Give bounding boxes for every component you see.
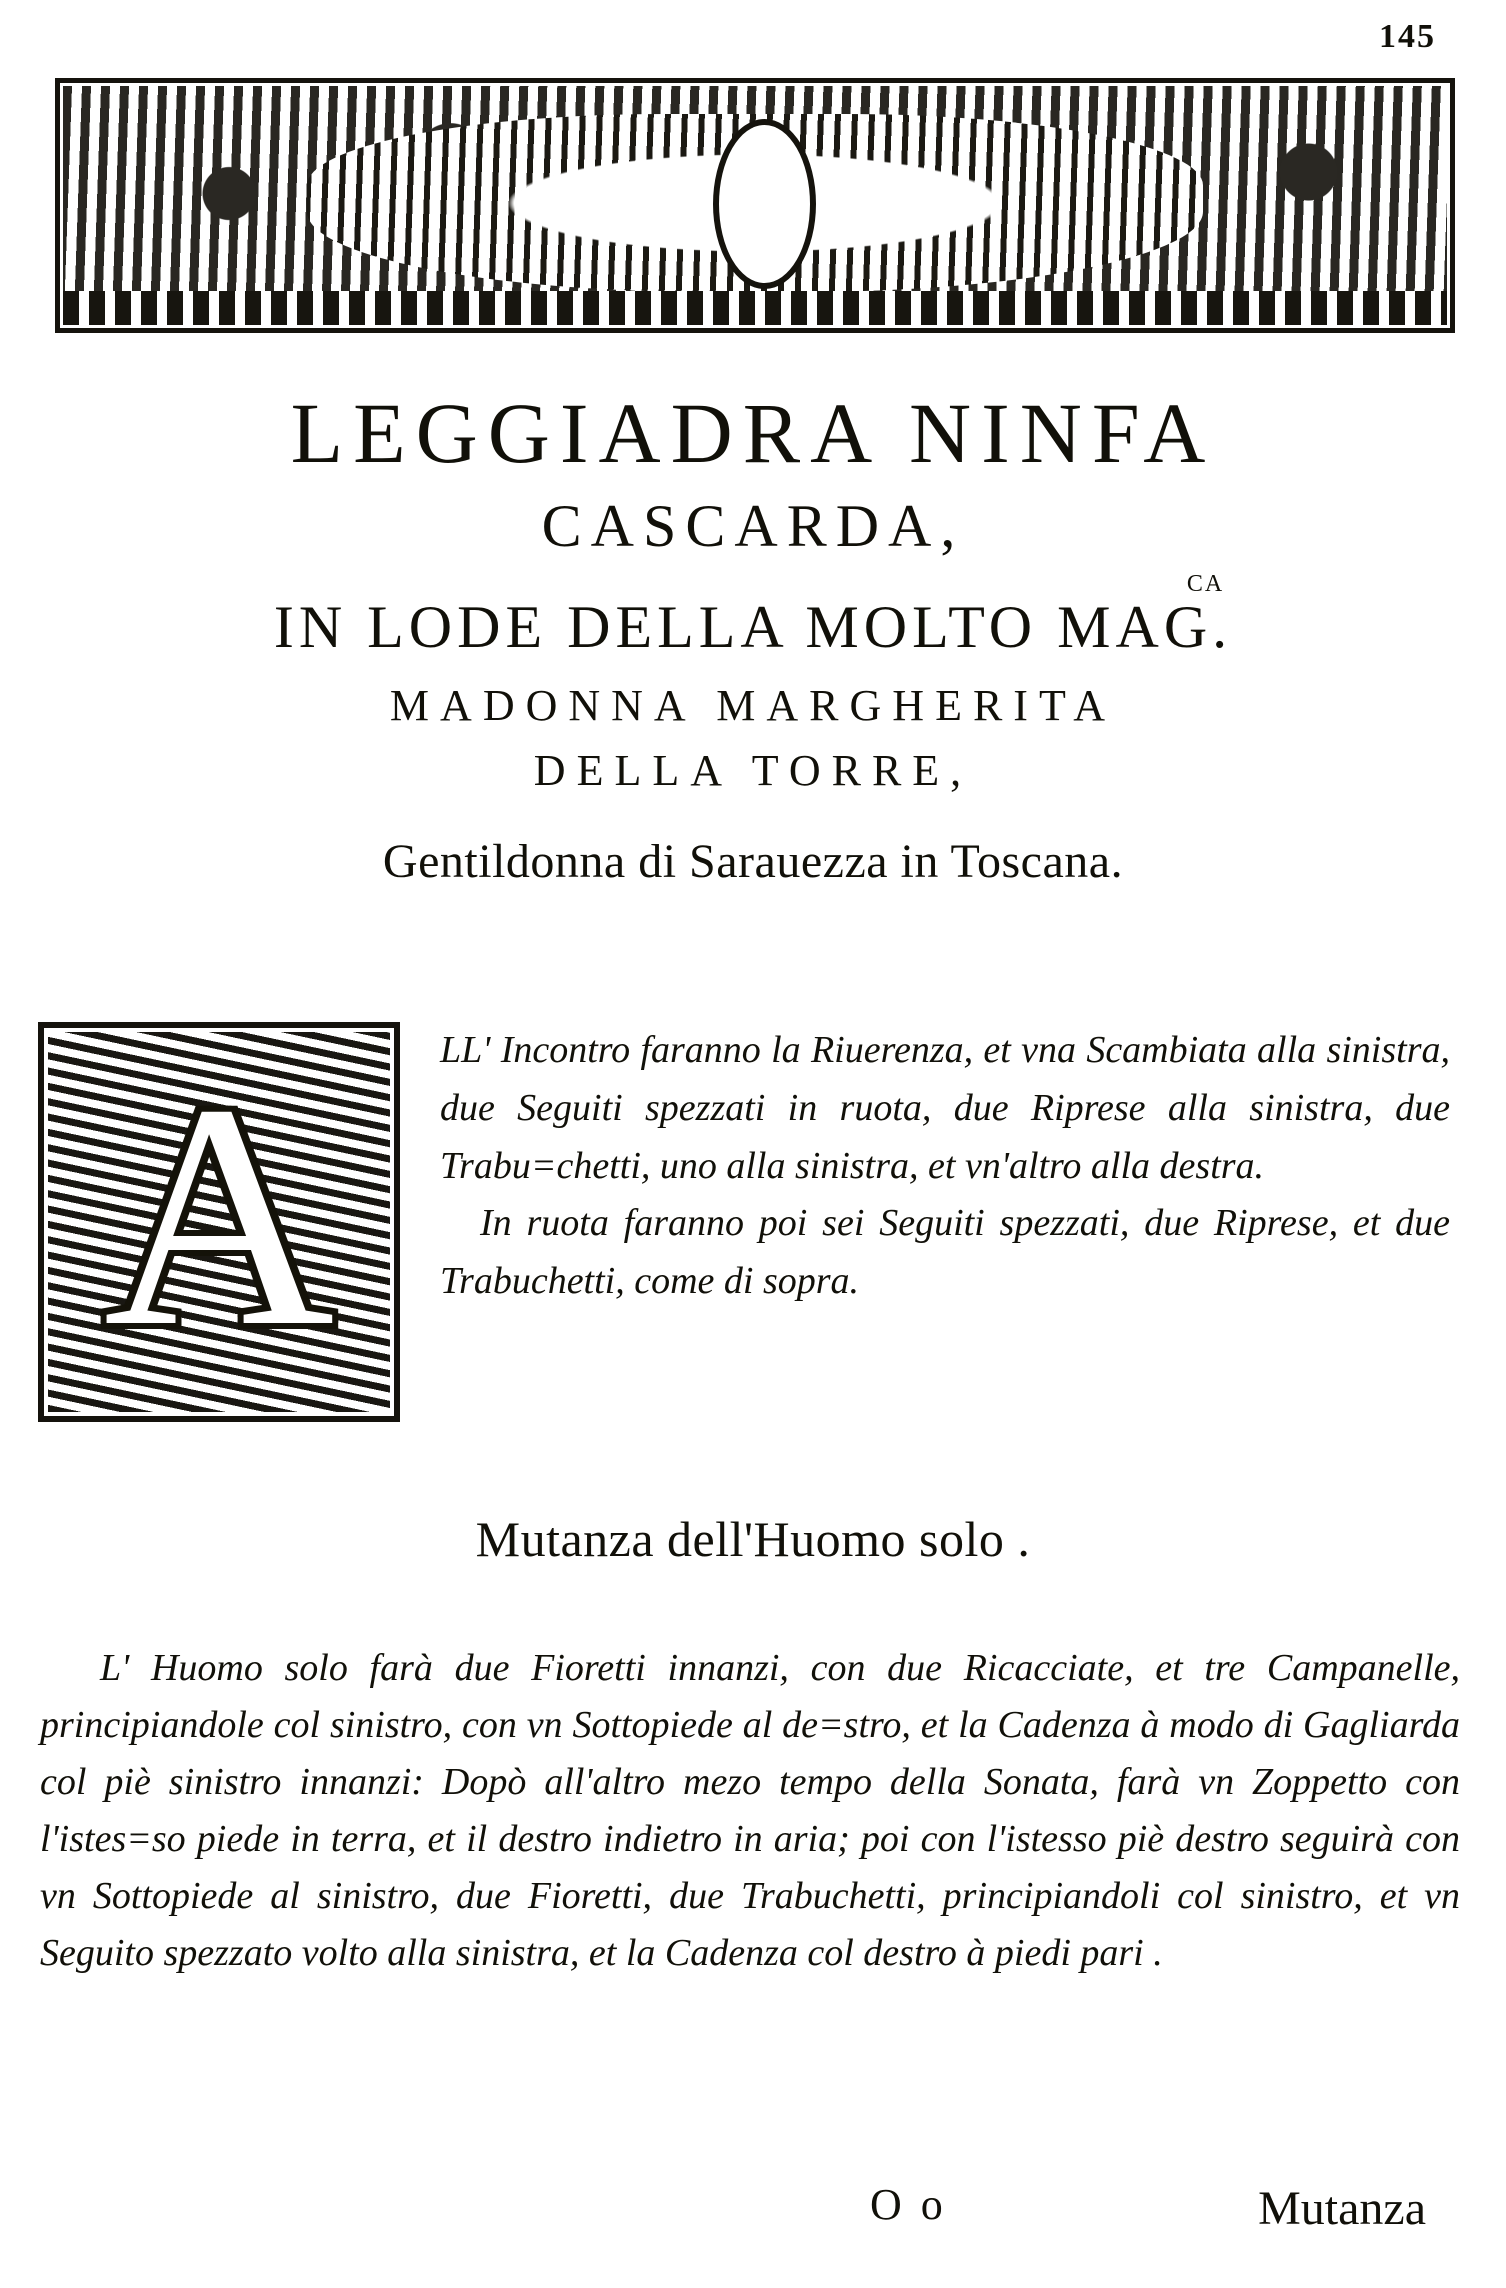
section-subheading: Mutanza dell'Huomo solo . [475, 1511, 1031, 1567]
opening-paragraph [440, 1022, 1450, 1311]
title-line-3-superscript: CA [1186, 571, 1225, 597]
title-line-4: MADONNA MARGHERITA [389, 681, 1117, 730]
headpiece-base-frieze [63, 291, 1447, 325]
title-line-6: Gentildonna di Sarauezza in Toscana. [382, 835, 1124, 888]
title-line-2: CASCARDA, [541, 493, 965, 559]
initial-letter-glyph: A [103, 1039, 335, 1393]
title-line-3: IN LODE DELLA MOLTO MAG. [273, 594, 1233, 660]
title-block [0, 385, 1506, 889]
body-paragraph: L' Huomo solo farà due Fioretti innanzi, con due Ricacciate, et tre Campanelle, principiandole col sinistro, con vn Sottopiede al de=stro, et la Cadenza à modo di Gagliarda col piè sinistro innanzi: Dopò all'altro mezo tempo della Sonata, farà vn Zoppetto con l'istes=so piede in terra, et il destro indietro in aria; poi con l'istesso piè destro seguirà con vn Sottopiede al sinistro, due Fioretti, due Trabuchetti, principiandoli col sinistro, et vn Seguito spezzato volto alla sinistra, et la Cadenza col destro à piedi pari . [40, 1647, 1460, 1974]
title-line-5: DELLA TORRE, [533, 746, 973, 795]
historiated-initial-A [38, 1022, 400, 1422]
title-line-1: LEGGIADRA NINFA [290, 385, 1216, 481]
page-footer [0, 2180, 1506, 2258]
headpiece-ornament [55, 78, 1455, 333]
opening-paragraph-part-a: LL' Incontro faranno la Riuerenza, et vna Scambiata alla sinistra, due Seguiti spezzati in ruota, due Riprese alla sinistra, due Trabu=chetti, uno alla sinistra, et vn'altro alla destra. [440, 1029, 1450, 1187]
headpiece-oval-cartouche [713, 119, 816, 289]
folio-number: 145 [1379, 18, 1436, 55]
signature-mark: O o [870, 2180, 947, 2229]
opening-paragraph-part-b: In ruota faranno poi sei Seguiti spezzati, due Riprese, et due Trabuchetti, come di sopra. [440, 1202, 1450, 1302]
title-line-3-wrapper [273, 571, 1233, 662]
catchword: Mutanza [1258, 2182, 1426, 2235]
